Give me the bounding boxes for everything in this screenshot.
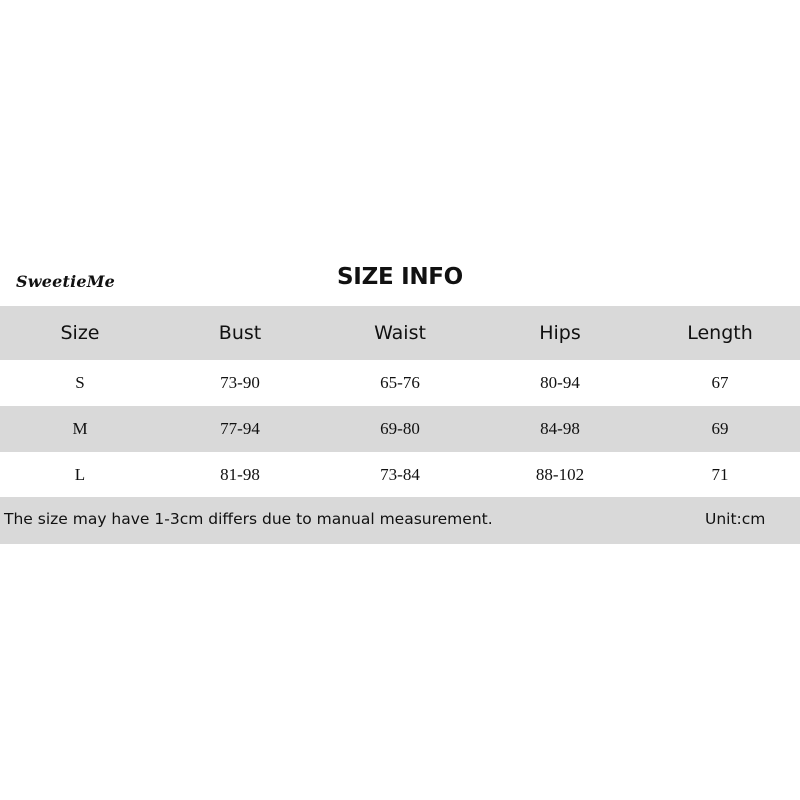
table-row — [0, 360, 800, 406]
cell-waist: 69-80 — [380, 419, 420, 438]
column-header-hips: Hips — [539, 322, 581, 344]
cell-length: 69 — [711, 419, 729, 438]
table-header-row — [0, 306, 800, 360]
cell-waist: 65-76 — [380, 373, 420, 392]
column-header-size: Size — [60, 322, 100, 344]
cell-hips: 88-102 — [535, 465, 585, 484]
cell-size: M — [72, 419, 88, 438]
cell-waist: 73-84 — [380, 465, 420, 484]
size-table — [0, 306, 800, 498]
cell-hips: 84-98 — [540, 419, 580, 438]
cell-bust: 73-90 — [220, 373, 260, 392]
column-header-waist: Waist — [374, 322, 426, 344]
measurement-note-bar — [0, 497, 800, 544]
cell-size: L — [74, 465, 86, 484]
cell-hips: 80-94 — [540, 373, 580, 392]
table-row — [0, 452, 800, 498]
unit-label: Unit:cm — [705, 510, 766, 528]
cell-length: 71 — [711, 465, 729, 484]
brand-logo: SweetieMe — [16, 272, 116, 291]
cell-bust: 81-98 — [220, 465, 260, 484]
page-title: SIZE INFO — [337, 264, 463, 290]
cell-size: S — [75, 373, 85, 392]
cell-bust: 77-94 — [220, 419, 260, 438]
table-row — [0, 406, 800, 452]
column-header-bust: Bust — [218, 322, 262, 344]
column-header-length: Length — [687, 322, 753, 344]
cell-length: 67 — [711, 373, 729, 392]
measurement-note: The size may have 1-3cm differs due to manual measurement. — [4, 510, 493, 528]
